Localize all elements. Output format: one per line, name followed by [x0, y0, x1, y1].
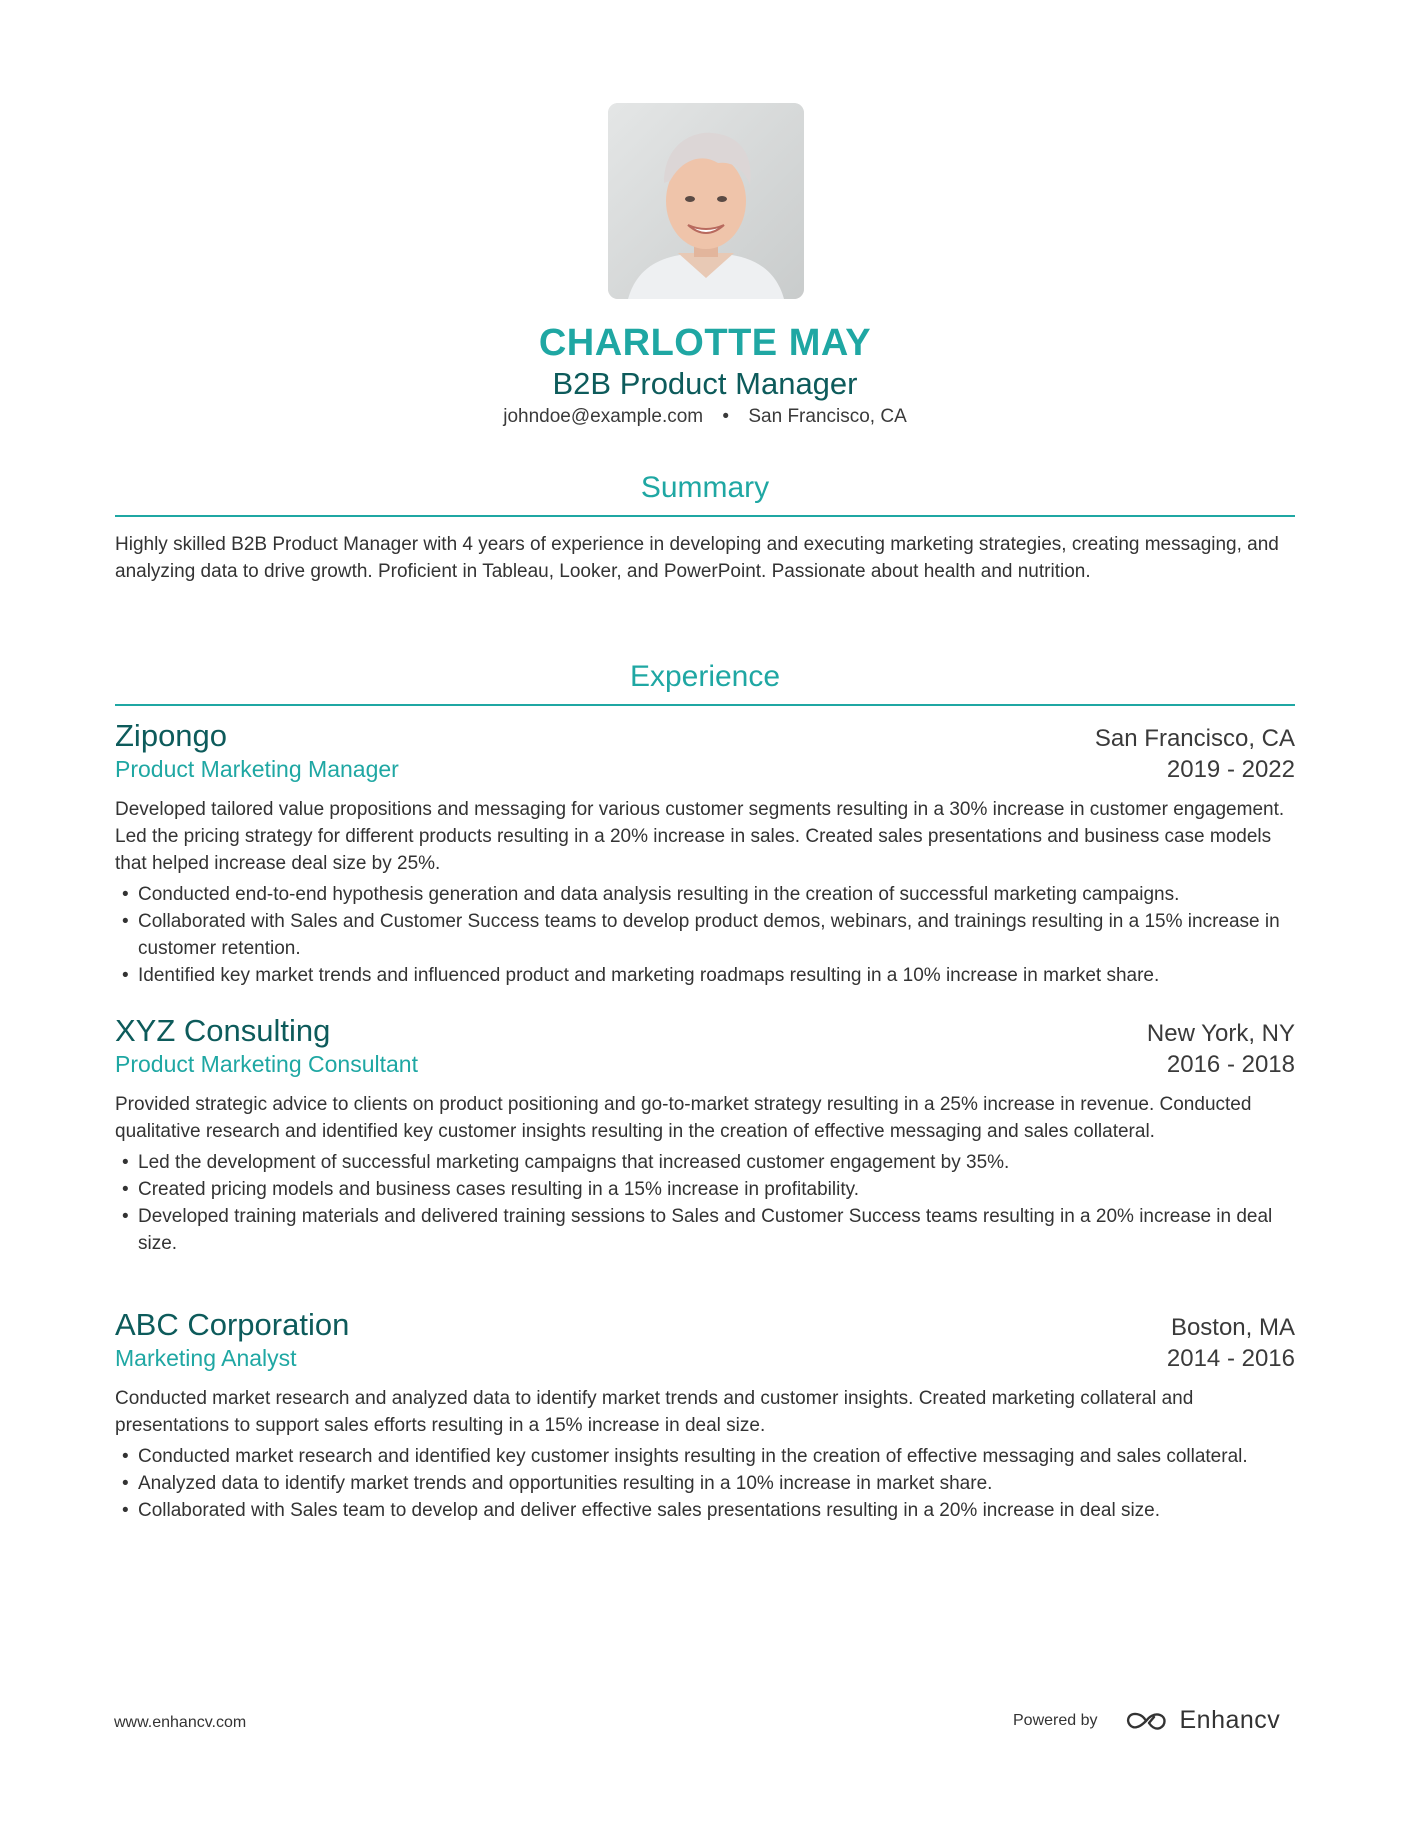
bullet-text: Analyzed data to identify market trends and opportunities resulting in a 10% increase in market share.: [138, 1473, 993, 1494]
bullet-glyph: •: [122, 965, 129, 986]
footer-branding[interactable]: [1013, 1706, 1280, 1735]
summary-text: Highly skilled B2B Product Manager with 4 years of experience in developing and executing marketing strategies, creating messaging, and analyzing data to drive growth. Proficient in Tableau, Looker, and PowerPoint. Passionate about health and nutrition.: [115, 534, 1279, 582]
bullet-text: Developed training materials and delivered training sessions to Sales and Customer Success teams resulting in a 20% increase in deal size.: [138, 1206, 1273, 1254]
bullet-item: [115, 1470, 1295, 1497]
bullet-item: [115, 1149, 1295, 1176]
bullet-glyph: •: [122, 1473, 129, 1494]
candidate-name: CHARLOTTE MAY: [538, 322, 872, 364]
experience-entry: [115, 1013, 1295, 1257]
experience-heading: Experience: [629, 660, 781, 693]
bullet-item: [115, 962, 1295, 989]
entry-bullets: [115, 881, 1295, 989]
bullet-item: [115, 881, 1295, 908]
profile-photo: [608, 103, 804, 299]
entry-title: Product Marketing Consultant: [115, 1051, 418, 1077]
bullet-glyph: •: [122, 1179, 129, 1200]
contact-separator: •: [722, 406, 730, 427]
bullet-glyph: •: [122, 884, 129, 905]
footer-website-link[interactable]: www.enhancv.com: [114, 1714, 247, 1731]
bullet-item: [115, 1497, 1295, 1524]
entry-company: Zipongo: [115, 718, 228, 753]
bullet-text: Created pricing models and business cases resulting in a 15% increase in profitability.: [138, 1179, 859, 1200]
bullet-text: Led the development of successful marketing campaigns that increased customer engagement by 35%.: [138, 1152, 1010, 1173]
powered-by-label: Powered by: [1013, 1711, 1098, 1729]
bullet-text: Conducted market research and identified key customer insights resulting in the creation of effective messaging and sales collateral.: [138, 1446, 1248, 1467]
contact-location: San Francisco, CA: [748, 406, 907, 427]
enhancv-logo-icon: [1124, 1709, 1170, 1733]
summary-divider: [115, 515, 1295, 517]
entry-company: ABC Corporation: [115, 1307, 350, 1342]
bullet-text: Collaborated with Sales team to develop and deliver effective sales presentations resulting in a 20% increase in deal size.: [138, 1500, 1161, 1521]
entry-title: Product Marketing Manager: [115, 756, 399, 782]
bullet-item: [115, 1176, 1295, 1203]
entry-location: New York, NY: [1146, 1020, 1295, 1047]
entry-description: Conducted market research and analyzed data to identify market trends and customer insights. Created marketing collateral and presentations to support sales efforts resulting in a 15% increase in deal size.: [115, 1388, 1194, 1436]
bullet-text: Collaborated with Sales and Customer Success teams to develop product demos, webinars, and trainings resulting in a 15% increase in customer retention.: [138, 911, 1280, 959]
entry-bullets: [115, 1149, 1295, 1257]
entry-description: Provided strategic advice to clients on product positioning and go-to-market strategy resulting in a 25% increase in revenue. Conducted qualitative research and identified key customer insights resulting in the creation of effective messaging and sales collateral.: [115, 1094, 1252, 1142]
summary-heading: Summary: [640, 471, 770, 504]
experience-divider: [115, 704, 1295, 706]
bullet-text: Conducted end-to-end hypothesis generation and data analysis resulting in the creation of successful marketing campaigns.: [138, 884, 1180, 905]
entry-bullets: [115, 1443, 1295, 1524]
entry-description: Developed tailored value propositions and messaging for various customer segments resulting in a 30% increase in customer engagement. Led the pricing strategy for different products resulting in a 20% increase in sales. Created sales presentations and business case models that helped increase deal size by 25%.: [115, 799, 1285, 874]
candidate-role: B2B Product Manager: [552, 366, 858, 401]
bullet-glyph: •: [122, 911, 129, 932]
entry-dates: 2014 - 2016: [1166, 1345, 1295, 1372]
bullet-item: [115, 908, 1295, 962]
bullet-item: [115, 1203, 1295, 1257]
entry-location: San Francisco, CA: [1094, 725, 1295, 752]
experience-entry: [115, 718, 1295, 989]
enhancv-brand-name: Enhancv: [1179, 1706, 1281, 1734]
bullet-glyph: •: [122, 1500, 129, 1521]
profile-photo-image: [608, 103, 804, 299]
contact-line: [0, 406, 1410, 428]
entry-dates: 2016 - 2018: [1166, 1051, 1295, 1078]
bullet-text: Identified key market trends and influenced product and marketing roadmaps resulting in a 10% increase in market share.: [138, 965, 1160, 986]
experience-entry: [115, 1307, 1295, 1524]
contact-email[interactable]: johndoe@example.com: [503, 406, 704, 427]
entry-company: XYZ Consulting: [115, 1013, 331, 1048]
entry-dates: 2019 - 2022: [1166, 756, 1295, 783]
bullet-glyph: •: [122, 1206, 129, 1227]
bullet-glyph: •: [122, 1446, 129, 1467]
entry-title: Marketing Analyst: [115, 1345, 297, 1371]
bullet-item: [115, 1443, 1295, 1470]
entry-location: Boston, MA: [1170, 1314, 1295, 1341]
bullet-glyph: •: [122, 1152, 129, 1173]
